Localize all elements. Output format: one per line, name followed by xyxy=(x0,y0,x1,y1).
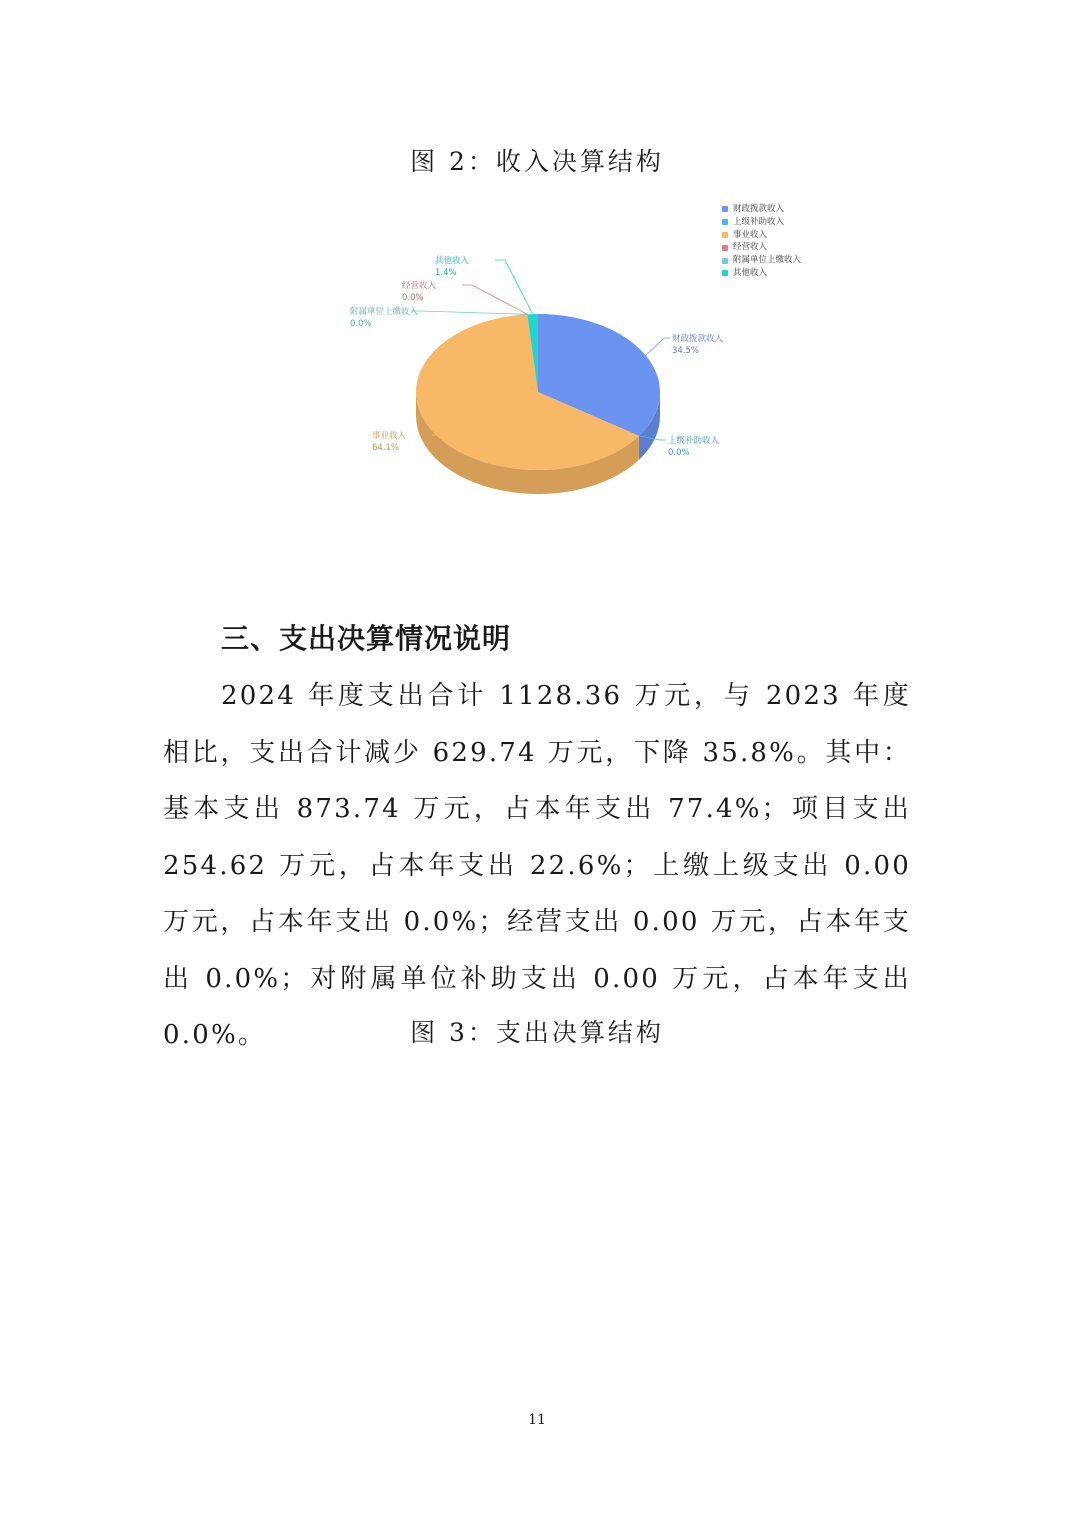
legend-item-3 xyxy=(722,241,801,254)
label-name-5: 其他收入 xyxy=(435,256,470,266)
legend-label-4: 附属单位上缴收入 xyxy=(733,255,802,266)
label-percent-2: 64.1% xyxy=(372,443,400,453)
label-name-4: 附属单位上缴收入 xyxy=(350,307,419,317)
legend-label-0: 财政拨款收入 xyxy=(733,204,785,214)
label-percent-1: 0.0% xyxy=(668,448,690,458)
label-leader-line-0 xyxy=(646,338,670,356)
label-name-1: 上级补助收入 xyxy=(668,436,720,446)
legend-item-4 xyxy=(722,254,801,267)
legend-label-2: 事业收入 xyxy=(733,229,768,240)
legend-swatch-3 xyxy=(722,245,728,251)
label-leader-line-5 xyxy=(495,260,533,314)
legend-label-5: 其他收入 xyxy=(733,267,768,278)
label-leader-line-4 xyxy=(410,311,527,314)
figure-2-caption: 图 2：收入决算结构 xyxy=(410,147,664,176)
label-percent-3: 0.0% xyxy=(402,293,424,303)
label-percent-5: 1.4% xyxy=(435,268,457,278)
label-percent-0: 34.5% xyxy=(672,346,700,356)
legend-item-0 xyxy=(722,203,801,216)
legend-item-5 xyxy=(722,267,801,280)
section-heading: 三、支出决算情况说明 xyxy=(221,622,512,655)
chart-legend xyxy=(722,203,801,280)
pie-slices xyxy=(416,314,660,470)
legend-item-2 xyxy=(722,229,801,242)
expenditure-paragraph: 2024 年度支出合计 1128.36 万元，与 2023 年度相比，支出合计减少 629.74 万元，下降 35.8%。其中：基本支出 873.74 万元，占本年支出 77.4%；项目支出 254.62 万元，占本年支出 22.6%；上缴上级支出 0.00 万元，占本年支出 0.0%；经营支出 0.00 万元，占本年支出 0.0%；对附属单位补助支出 0.00 万元，占本年支出 0.0%。 xyxy=(163,681,911,1050)
legend-swatch-2 xyxy=(722,232,728,238)
legend-label-1: 上级补助收入 xyxy=(733,216,785,227)
label-percent-4: 0.0% xyxy=(350,319,372,329)
label-name-0: 财政拨款收入 xyxy=(672,334,724,344)
legend-swatch-4 xyxy=(722,258,728,264)
legend-swatch-5 xyxy=(722,270,728,276)
legend-item-1 xyxy=(722,216,801,229)
page-number: 11 xyxy=(528,1412,546,1428)
legend-swatch-0 xyxy=(722,206,728,212)
label-leader-line-3 xyxy=(462,285,527,314)
label-name-3: 经营收入 xyxy=(402,281,437,291)
legend-swatch-1 xyxy=(722,219,728,225)
figure-3-caption: 图 3：支出决算结构 xyxy=(410,1018,664,1047)
legend-label-3: 经营收入 xyxy=(733,242,768,253)
label-name-2: 事业收入 xyxy=(372,431,407,441)
